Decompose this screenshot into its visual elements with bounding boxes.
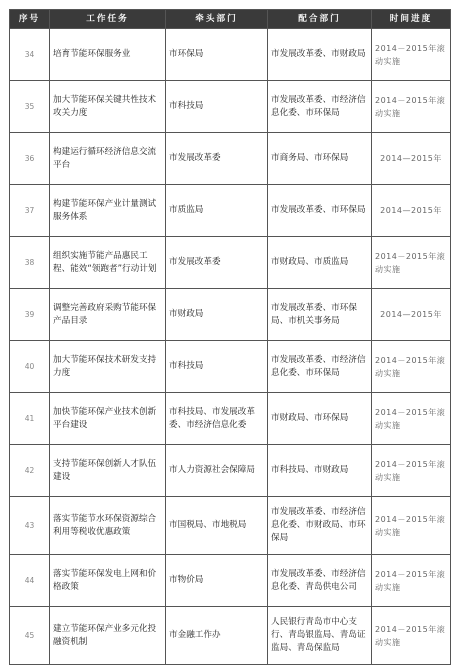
row-lead-department: 市环保局 <box>166 29 268 81</box>
row-cooperating-department: 市发展改革委、市经济信息化委、市财政局、市环保局 <box>268 497 372 555</box>
row-lead-department: 市发展改革委 <box>166 237 268 289</box>
row-cooperating-department: 市科技局、市财政局 <box>268 445 372 497</box>
row-serial-number: 44 <box>10 555 50 607</box>
row-work-task: 培育节能环保服务业 <box>50 29 166 81</box>
table-row <box>10 133 451 185</box>
row-lead-department: 市科技局 <box>166 81 268 133</box>
row-time-schedule: 2014－2015年滚动实施 <box>372 237 451 289</box>
row-time-schedule: 2014—2015年 <box>372 185 451 237</box>
row-work-task: 落实节能节水环保资源综合利用等税收优惠政策 <box>50 497 166 555</box>
table-row <box>10 237 451 289</box>
table-row <box>10 289 451 341</box>
row-work-task: 支持节能环保创新人才队伍建设 <box>50 445 166 497</box>
row-time-schedule: 2014－2015年滚动实施 <box>372 29 451 81</box>
row-lead-department: 市发展改革委 <box>166 133 268 185</box>
row-lead-department: 市科技局 <box>166 341 268 393</box>
row-time-schedule: 2014－2015年滚动实施 <box>372 81 451 133</box>
table-row <box>10 29 451 81</box>
header-time-schedule: 时间进度 <box>372 10 451 29</box>
table-row <box>10 555 451 607</box>
row-time-schedule: 2014－2015年滚动实施 <box>372 607 451 665</box>
header-work-task: 工作任务 <box>50 10 166 29</box>
row-time-schedule: 2014—2015年 <box>372 133 451 185</box>
row-serial-number: 35 <box>10 81 50 133</box>
row-time-schedule: 2014－2015年滚动实施 <box>372 341 451 393</box>
row-lead-department: 市国税局、市地税局 <box>166 497 268 555</box>
row-serial-number: 39 <box>10 289 50 341</box>
row-lead-department: 市财政局 <box>166 289 268 341</box>
row-work-task: 建立节能环保产业多元化投融资机制 <box>50 607 166 665</box>
header-lead-department: 牵头部门 <box>166 10 268 29</box>
row-work-task: 调整完善政府采购节能环保产品目录 <box>50 289 166 341</box>
table-row <box>10 341 451 393</box>
row-time-schedule: 2014－2015年滚动实施 <box>372 445 451 497</box>
row-serial-number: 34 <box>10 29 50 81</box>
row-serial-number: 42 <box>10 445 50 497</box>
table-body <box>10 29 451 665</box>
row-cooperating-department: 市发展改革委、市经济信息化委、市环保局 <box>268 341 372 393</box>
row-lead-department: 市科技局、市发展改革委、市经济信息化委 <box>166 393 268 445</box>
table-row <box>10 445 451 497</box>
row-work-task: 加大节能环保技术研发支持力度 <box>50 341 166 393</box>
row-cooperating-department: 市发展改革委、市经济信息化委、青岛供电公司 <box>268 555 372 607</box>
row-serial-number: 45 <box>10 607 50 665</box>
row-time-schedule: 2014—2015年 <box>372 289 451 341</box>
row-lead-department: 市人力资源社会保障局 <box>166 445 268 497</box>
row-work-task: 加快节能环保产业技术创新平台建设 <box>50 393 166 445</box>
row-cooperating-department: 市发展改革委、市经济信息化委、市环保局 <box>268 81 372 133</box>
row-cooperating-department: 市发展改革委、市财政局 <box>268 29 372 81</box>
task-table <box>9 9 451 665</box>
row-work-task: 落实节能环保发电上网和价格政策 <box>50 555 166 607</box>
row-serial-number: 40 <box>10 341 50 393</box>
row-time-schedule: 2014－2015年滚动实施 <box>372 555 451 607</box>
table-row <box>10 607 451 665</box>
row-cooperating-department: 人民银行青岛市中心支行、青岛银监局、青岛证监局、青岛保监局 <box>268 607 372 665</box>
row-cooperating-department: 市发展改革委、市环保局 <box>268 185 372 237</box>
row-cooperating-department: 市财政局、市环保局 <box>268 393 372 445</box>
table-header-row <box>10 10 451 29</box>
row-serial-number: 43 <box>10 497 50 555</box>
row-cooperating-department: 市发展改革委、市环保局、市机关事务局 <box>268 289 372 341</box>
row-work-task: 加大节能环保关键共性技术攻关力度 <box>50 81 166 133</box>
row-work-task: 组织实施节能产品惠民工程、能效“领跑者”行动计划 <box>50 237 166 289</box>
table-row <box>10 81 451 133</box>
row-lead-department: 市金融工作办 <box>166 607 268 665</box>
table-row <box>10 497 451 555</box>
row-cooperating-department: 市商务局、市环保局 <box>268 133 372 185</box>
header-serial-number: 序号 <box>10 10 50 29</box>
header-cooperating-department: 配合部门 <box>268 10 372 29</box>
row-time-schedule: 2014－2015年滚动实施 <box>372 393 451 445</box>
table-row <box>10 393 451 445</box>
row-serial-number: 36 <box>10 133 50 185</box>
table-row <box>10 185 451 237</box>
row-lead-department: 市质监局 <box>166 185 268 237</box>
row-serial-number: 37 <box>10 185 50 237</box>
row-work-task: 构建节能环保产业计量测试服务体系 <box>50 185 166 237</box>
row-serial-number: 41 <box>10 393 50 445</box>
row-serial-number: 38 <box>10 237 50 289</box>
row-lead-department: 市物价局 <box>166 555 268 607</box>
row-cooperating-department: 市财政局、市质监局 <box>268 237 372 289</box>
task-table-document <box>9 9 450 665</box>
row-time-schedule: 2014－2015年滚动实施 <box>372 497 451 555</box>
row-work-task: 构建运行循环经济信息交流平台 <box>50 133 166 185</box>
